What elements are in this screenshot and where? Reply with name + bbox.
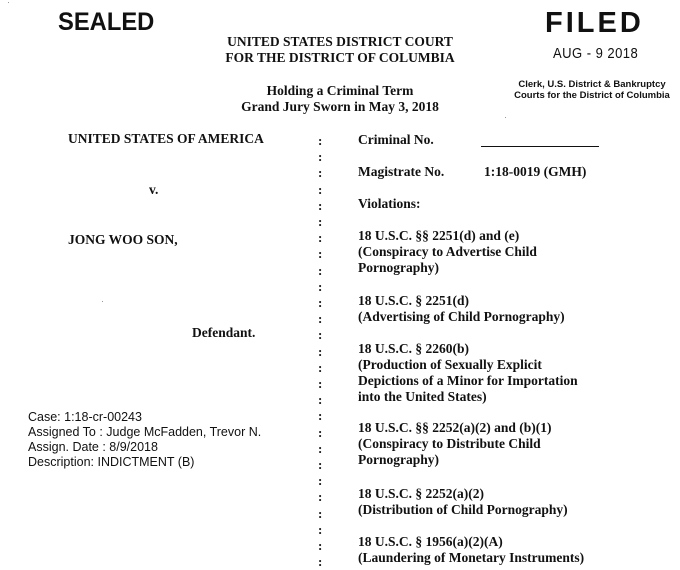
colon-separator: :	[318, 424, 323, 440]
colon-separator: :	[318, 149, 323, 165]
filed-stamp: FILED	[545, 7, 644, 39]
colon-separator: :	[318, 521, 323, 537]
violation-statute: 18 U.S.C. § 2260(b)	[358, 341, 470, 356]
violation-1	[358, 228, 537, 276]
versus-label: v.	[149, 182, 159, 197]
colon-separator: :	[318, 262, 323, 278]
violation-statute: 18 U.S.C. §§ 2252(a)(2) and (b)(1)	[358, 420, 552, 435]
colon-separator: :	[318, 343, 323, 359]
colon-separator: :	[318, 457, 323, 472]
term-line-1: Holding a Criminal Term	[266, 83, 414, 98]
colon-separator: :	[318, 278, 323, 294]
colon-separator: :	[318, 473, 323, 489]
violation-desc: Pornography)	[358, 452, 439, 467]
violation-statute: 18 U.S.C. § 2252(a)(2)	[358, 486, 484, 501]
scan-speck	[505, 117, 506, 118]
violation-3	[358, 341, 578, 405]
violation-desc: (Conspiracy to Distribute Child	[358, 436, 541, 451]
term-line-2: Grand Jury Sworn in May 3, 2018	[241, 99, 439, 114]
plaintiff-name: UNITED STATES OF AMERICA	[68, 131, 264, 146]
violation-2	[358, 293, 565, 325]
colon-separator: :	[318, 246, 323, 262]
colon-separator: :	[318, 214, 323, 229]
violation-5	[358, 486, 568, 518]
colon-separator: :	[318, 359, 323, 375]
violations-label: Violations:	[358, 196, 421, 211]
colon-separator: :	[318, 392, 323, 408]
scan-speck	[8, 2, 9, 3]
violation-6	[358, 534, 584, 566]
case-number: Case: 1:18-cr-00243	[28, 410, 142, 424]
court-name-line-2: FOR THE DISTRICT OF COLUMBIA	[225, 50, 455, 65]
violation-desc: (Laundering of Monetary Instruments)	[358, 550, 585, 565]
colon-separator: :	[318, 230, 323, 246]
colon-separator: :	[318, 181, 323, 197]
violation-desc: (Advertising of Child Pornography)	[358, 309, 565, 324]
clerk-line-1: Clerk, U.S. District & Bankruptcy	[518, 79, 666, 90]
magistrate-no-label: Magistrate No.	[358, 164, 445, 179]
criminal-no-label: Criminal No.	[358, 132, 434, 147]
case-description: Description: INDICTMENT (B)	[28, 455, 195, 469]
assigned-judge: Assigned To : Judge McFadden, Trevor N.	[28, 425, 262, 439]
colon-separator: :	[318, 408, 323, 424]
court-name-line-1: UNITED STATES DISTRICT COURT	[227, 34, 453, 49]
filed-date: AUG - 9 2018	[553, 46, 639, 62]
colon-separator: :	[318, 440, 323, 456]
violation-4	[358, 420, 552, 468]
colon-separator: :	[318, 327, 323, 343]
violation-desc: Depictions of a Minor for Importation	[358, 373, 578, 388]
colon-separator: :	[318, 311, 323, 327]
violation-statute: 18 U.S.C. § 1956(a)(2)(A)	[358, 534, 503, 549]
clerk-line-2: Courts for the District of Columbia	[514, 90, 670, 101]
violation-desc: Pornography)	[358, 260, 439, 275]
scan-speck	[102, 301, 103, 302]
sealed-stamp: SEALED	[58, 8, 155, 36]
colon-separator: :	[318, 295, 323, 310]
colon-separator: :	[318, 538, 323, 553]
colon-separator: :	[318, 376, 323, 391]
violation-desc: into the United States)	[358, 389, 487, 404]
colon-separator: :	[318, 489, 323, 505]
colon-separator: :	[318, 197, 323, 213]
defendant-label: Defendant.	[192, 325, 256, 340]
criminal-no-blank-line	[481, 146, 599, 147]
colon-separator: :	[318, 554, 323, 570]
violation-desc: (Distribution of Child Pornography)	[358, 502, 568, 517]
magistrate-no-value: 1:18-0019 (GMH)	[484, 164, 587, 179]
colon-separator: :	[318, 505, 323, 521]
violation-statute: 18 U.S.C. §§ 2251(d) and (e)	[358, 228, 520, 243]
colon-separator: :	[318, 133, 323, 148]
violation-desc: (Production of Sexually Explicit	[358, 357, 542, 372]
colon-separator: :	[318, 165, 323, 181]
violation-statute: 18 U.S.C. § 2251(d)	[358, 293, 470, 308]
violation-desc: (Conspiracy to Advertise Child	[358, 244, 537, 259]
defendant-name: JONG WOO SON,	[68, 232, 178, 247]
assign-date: Assign. Date : 8/9/2018	[28, 440, 158, 454]
